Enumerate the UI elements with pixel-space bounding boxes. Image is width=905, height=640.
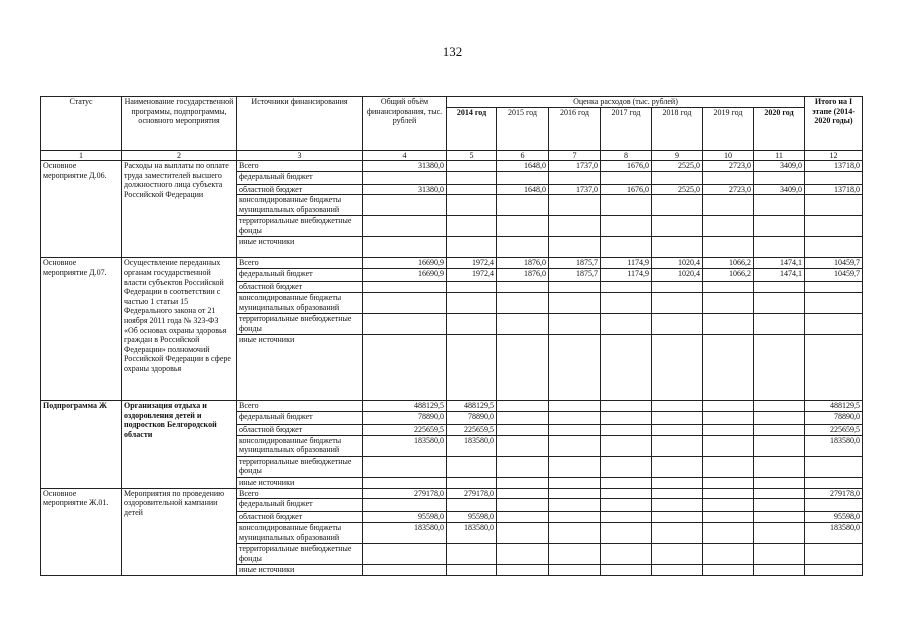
header-year: 2015 год — [497, 107, 549, 150]
year-value-cell — [549, 544, 601, 565]
year-value-cell: 1875,7 — [549, 268, 601, 281]
header-total-stage: Итого на I этапе (2014-2020 годы) — [805, 97, 863, 151]
year-value-cell: 1066,2 — [703, 258, 754, 269]
year-value-cell — [652, 456, 703, 477]
total-volume-cell — [363, 334, 447, 400]
year-value-cell — [497, 424, 549, 435]
year-value-cell — [754, 477, 805, 488]
year-value-cell: 279178,0 — [447, 488, 497, 499]
year-value-cell: 1648,0 — [497, 161, 549, 172]
year-value-cell — [549, 195, 601, 216]
year-value-cell — [652, 523, 703, 544]
year-value-cell — [497, 477, 549, 488]
year-value-cell — [754, 523, 805, 544]
year-value-cell — [549, 424, 601, 435]
header-year: 2018 год — [652, 107, 703, 150]
total-volume-cell: 279178,0 — [363, 488, 447, 499]
year-value-cell: 3409,0 — [754, 184, 805, 195]
total-volume-cell — [363, 216, 447, 237]
year-value-cell — [601, 237, 652, 258]
stage-total-cell: 10459,7 — [805, 268, 863, 281]
year-value-cell — [754, 237, 805, 258]
year-value-cell: 1972,4 — [447, 268, 497, 281]
year-value-cell — [754, 171, 805, 184]
year-value-cell — [754, 334, 805, 400]
total-volume-cell: 16690,9 — [363, 258, 447, 269]
total-volume-cell — [363, 171, 447, 184]
column-number: 2 — [122, 150, 237, 161]
stage-total-cell — [805, 281, 863, 292]
funding-source-label: Всего — [237, 488, 363, 499]
year-value-cell — [652, 411, 703, 424]
funding-source-label: территориальные внебюджетные фонды — [237, 216, 363, 237]
year-value-cell — [549, 477, 601, 488]
year-value-cell — [703, 499, 754, 512]
year-value-cell: 1737,0 — [549, 161, 601, 172]
funding-source-label: консолидированные бюджеты муниципальных образований — [237, 292, 363, 313]
year-value-cell — [447, 544, 497, 565]
year-value-cell — [497, 488, 549, 499]
block-status: Основное мероприятие Д.07. — [41, 258, 122, 401]
year-value-cell — [447, 195, 497, 216]
table-row — [41, 400, 863, 411]
header-year: 2016 год — [549, 107, 601, 150]
year-value-cell — [549, 411, 601, 424]
year-value-cell — [703, 400, 754, 411]
table-body — [41, 97, 863, 576]
year-value-cell — [447, 334, 497, 400]
year-value-cell: 1474,1 — [754, 268, 805, 281]
column-number: 12 — [805, 150, 863, 161]
year-value-cell — [601, 477, 652, 488]
funding-source-label: консолидированные бюджеты муниципальных образований — [237, 435, 363, 456]
year-value-cell — [549, 488, 601, 499]
year-value-cell — [754, 281, 805, 292]
year-value-cell — [652, 488, 703, 499]
year-value-cell — [652, 400, 703, 411]
year-value-cell — [601, 411, 652, 424]
column-number: 10 — [703, 150, 754, 161]
year-value-cell — [549, 237, 601, 258]
funding-source-label: областной бюджет — [237, 281, 363, 292]
year-value-cell — [497, 216, 549, 237]
year-value-cell: 78890,0 — [447, 411, 497, 424]
header-year: 2020 год — [754, 107, 805, 150]
year-value-cell — [497, 435, 549, 456]
funding-source-label: федеральный бюджет — [237, 171, 363, 184]
total-volume-cell: 488129,5 — [363, 400, 447, 411]
year-value-cell — [754, 565, 805, 576]
stage-total-cell — [805, 292, 863, 313]
funding-source-label: консолидированные бюджеты муниципальных образований — [237, 523, 363, 544]
year-value-cell — [497, 334, 549, 400]
funding-source-label: Всего — [237, 161, 363, 172]
total-volume-cell — [363, 292, 447, 313]
year-value-cell — [497, 499, 549, 512]
year-value-cell — [497, 281, 549, 292]
stage-total-cell — [805, 456, 863, 477]
year-value-cell — [754, 499, 805, 512]
stage-total-cell: 78890,0 — [805, 411, 863, 424]
year-value-cell — [549, 456, 601, 477]
year-value-cell — [497, 456, 549, 477]
year-value-cell — [754, 400, 805, 411]
year-value-cell — [652, 195, 703, 216]
year-value-cell: 1648,0 — [497, 184, 549, 195]
year-value-cell — [601, 523, 652, 544]
year-value-cell — [652, 499, 703, 512]
year-value-cell: 2723,0 — [703, 161, 754, 172]
year-value-cell — [447, 281, 497, 292]
year-value-cell — [601, 456, 652, 477]
year-value-cell: 1972,4 — [447, 258, 497, 269]
year-value-cell: 488129,5 — [447, 400, 497, 411]
year-value-cell — [601, 216, 652, 237]
year-value-cell: 1020,4 — [652, 268, 703, 281]
year-value-cell — [447, 313, 497, 334]
year-value-cell — [601, 400, 652, 411]
stage-total-cell — [805, 195, 863, 216]
year-value-cell — [754, 512, 805, 523]
stage-total-cell: 95598,0 — [805, 512, 863, 523]
year-value-cell — [601, 544, 652, 565]
total-volume-cell — [363, 544, 447, 565]
year-value-cell — [754, 544, 805, 565]
block-status: Основное мероприятие Ж.01. — [41, 488, 122, 575]
year-value-cell: 1474,1 — [754, 258, 805, 269]
year-value-cell — [549, 292, 601, 313]
funding-source-label: Всего — [237, 400, 363, 411]
funding-source-label: территориальные внебюджетные фонды — [237, 456, 363, 477]
header-name: Наименование государственной программы, подпрограммы, основного мероприятия — [122, 97, 237, 151]
year-value-cell — [549, 565, 601, 576]
block-name: Мероприятия по проведению оздоровительной кампании детей — [122, 488, 237, 575]
year-value-cell — [447, 237, 497, 258]
year-value-cell: 1876,0 — [497, 258, 549, 269]
year-value-cell — [703, 456, 754, 477]
funding-source-label: областной бюджет — [237, 424, 363, 435]
total-volume-cell — [363, 237, 447, 258]
header-year: 2017 год — [601, 107, 652, 150]
year-value-cell — [652, 292, 703, 313]
year-value-cell: 1020,4 — [652, 258, 703, 269]
year-value-cell — [549, 334, 601, 400]
column-number: 9 — [652, 150, 703, 161]
year-value-cell — [447, 456, 497, 477]
year-value-cell — [703, 411, 754, 424]
column-number: 1 — [41, 150, 122, 161]
page-number: 132 — [442, 44, 463, 59]
year-value-cell — [652, 424, 703, 435]
year-value-cell — [447, 161, 497, 172]
year-value-cell — [754, 292, 805, 313]
stage-total-cell: 488129,5 — [805, 400, 863, 411]
year-value-cell — [497, 523, 549, 544]
year-value-cell — [652, 565, 703, 576]
year-value-cell — [601, 292, 652, 313]
total-volume-cell — [363, 477, 447, 488]
table-row — [41, 258, 863, 269]
year-value-cell: 95598,0 — [447, 512, 497, 523]
header-estimate: Оценка расходов (тыс. рублей) — [447, 97, 805, 108]
column-number-row — [41, 150, 863, 161]
funding-source-label: иные источники — [237, 477, 363, 488]
year-value-cell — [601, 195, 652, 216]
year-value-cell — [754, 195, 805, 216]
header-sources: Источники финансирования — [237, 97, 363, 151]
stage-total-cell — [805, 565, 863, 576]
stage-total-cell: 279178,0 — [805, 488, 863, 499]
funding-source-label: консолидированные бюджеты муниципальных образований — [237, 195, 363, 216]
year-value-cell — [703, 334, 754, 400]
stage-total-cell: 225659,5 — [805, 424, 863, 435]
year-value-cell — [497, 565, 549, 576]
funding-source-label: иные источники — [237, 565, 363, 576]
year-value-cell — [549, 523, 601, 544]
year-value-cell — [447, 292, 497, 313]
table-row — [41, 161, 863, 172]
block-status: Подпрограмма Ж — [41, 400, 122, 488]
stage-total-cell — [805, 216, 863, 237]
year-value-cell: 2525,0 — [652, 161, 703, 172]
year-value-cell: 1174,9 — [601, 268, 652, 281]
year-value-cell — [703, 435, 754, 456]
stage-total-cell — [805, 499, 863, 512]
year-value-cell — [652, 313, 703, 334]
year-value-cell — [549, 400, 601, 411]
year-value-cell: 2723,0 — [703, 184, 754, 195]
year-value-cell — [447, 184, 497, 195]
year-value-cell — [601, 281, 652, 292]
stage-total-cell: 13718,0 — [805, 184, 863, 195]
year-value-cell — [652, 435, 703, 456]
year-value-cell — [703, 171, 754, 184]
year-value-cell — [497, 313, 549, 334]
funding-source-label: территориальные внебюджетные фонды — [237, 544, 363, 565]
year-value-cell — [703, 565, 754, 576]
year-value-cell: 1676,0 — [601, 161, 652, 172]
year-value-cell — [497, 292, 549, 313]
year-value-cell — [703, 523, 754, 544]
year-value-cell — [497, 237, 549, 258]
year-value-cell — [549, 499, 601, 512]
year-value-cell — [447, 171, 497, 184]
column-number: 4 — [363, 150, 447, 161]
column-number: 8 — [601, 150, 652, 161]
stage-total-cell: 183580,0 — [805, 523, 863, 544]
year-value-cell — [754, 313, 805, 334]
funding-source-label: иные источники — [237, 334, 363, 400]
year-value-cell — [601, 512, 652, 523]
year-value-cell: 1876,0 — [497, 268, 549, 281]
column-number: 5 — [447, 150, 497, 161]
year-value-cell — [601, 334, 652, 400]
column-number: 6 — [497, 150, 549, 161]
year-value-cell: 1066,2 — [703, 268, 754, 281]
year-value-cell — [601, 424, 652, 435]
year-value-cell — [703, 488, 754, 499]
total-volume-cell: 31380,0 — [363, 184, 447, 195]
year-value-cell — [549, 512, 601, 523]
total-volume-cell: 16690,9 — [363, 268, 447, 281]
stage-total-cell — [805, 334, 863, 400]
year-value-cell — [703, 477, 754, 488]
year-value-cell — [652, 237, 703, 258]
year-value-cell — [549, 171, 601, 184]
year-value-cell — [497, 400, 549, 411]
year-value-cell — [703, 292, 754, 313]
year-value-cell — [447, 499, 497, 512]
year-value-cell — [652, 171, 703, 184]
year-value-cell: 1174,9 — [601, 258, 652, 269]
header-year: 2014 год — [447, 107, 497, 150]
year-value-cell — [703, 237, 754, 258]
header-status: Статус — [41, 97, 122, 151]
table-row — [41, 488, 863, 499]
year-value-cell — [447, 216, 497, 237]
year-value-cell — [754, 411, 805, 424]
year-value-cell — [754, 456, 805, 477]
year-value-cell — [601, 488, 652, 499]
total-volume-cell: 78890,0 — [363, 411, 447, 424]
block-name: Организация отдыха и оздоровления детей и подростков Белгородской области — [122, 400, 237, 488]
header-total-volume: Общий объём финансирования, тыс. рублей — [363, 97, 447, 151]
column-number: 11 — [754, 150, 805, 161]
total-volume-cell — [363, 565, 447, 576]
year-value-cell — [447, 565, 497, 576]
total-volume-cell — [363, 281, 447, 292]
year-value-cell: 1875,7 — [549, 258, 601, 269]
year-value-cell: 1676,0 — [601, 184, 652, 195]
year-value-cell — [754, 435, 805, 456]
year-value-cell — [652, 281, 703, 292]
stage-total-cell: 13718,0 — [805, 161, 863, 172]
stage-total-cell — [805, 237, 863, 258]
year-value-cell — [497, 544, 549, 565]
year-value-cell: 1737,0 — [549, 184, 601, 195]
year-value-cell — [601, 171, 652, 184]
funding-source-label: Всего — [237, 258, 363, 269]
block-name: Расходы на выплаты по оплате труда заместителей высшего должностного лица субъекта Российской Федерации — [122, 161, 237, 258]
year-value-cell: 2525,0 — [652, 184, 703, 195]
stage-total-cell — [805, 313, 863, 334]
total-volume-cell: 183580,0 — [363, 435, 447, 456]
funding-source-label: федеральный бюджет — [237, 268, 363, 281]
year-value-cell: 3409,0 — [754, 161, 805, 172]
total-volume-cell: 225659,5 — [363, 424, 447, 435]
year-value-cell — [549, 313, 601, 334]
year-value-cell — [601, 313, 652, 334]
funding-source-label: территориальные внебюджетные фонды — [237, 313, 363, 334]
total-volume-cell — [363, 313, 447, 334]
stage-total-cell — [805, 477, 863, 488]
year-value-cell — [703, 216, 754, 237]
total-volume-cell: 183580,0 — [363, 523, 447, 544]
year-value-cell — [497, 171, 549, 184]
financing-table — [40, 96, 863, 576]
year-value-cell — [601, 565, 652, 576]
column-number: 7 — [549, 150, 601, 161]
column-number: 3 — [237, 150, 363, 161]
funding-source-label: областной бюджет — [237, 184, 363, 195]
year-value-cell — [549, 281, 601, 292]
year-value-cell — [754, 216, 805, 237]
year-value-cell — [497, 411, 549, 424]
stage-total-cell: 10459,7 — [805, 258, 863, 269]
year-value-cell — [447, 477, 497, 488]
stage-total-cell — [805, 544, 863, 565]
year-value-cell — [549, 216, 601, 237]
year-value-cell: 183580,0 — [447, 435, 497, 456]
year-value-cell — [754, 424, 805, 435]
block-status: Основное мероприятие Д.06. — [41, 161, 122, 258]
year-value-cell — [703, 281, 754, 292]
stage-total-cell: 183580,0 — [805, 435, 863, 456]
year-value-cell — [652, 334, 703, 400]
funding-source-label: областной бюджет — [237, 512, 363, 523]
funding-source-label: федеральный бюджет — [237, 411, 363, 424]
year-value-cell — [497, 512, 549, 523]
year-value-cell — [754, 488, 805, 499]
year-value-cell: 183580,0 — [447, 523, 497, 544]
year-value-cell — [497, 195, 549, 216]
year-value-cell — [601, 435, 652, 456]
header-year: 2019 год — [703, 107, 754, 150]
block-name: Осуществление переданных органам государственной власти субъектов Российской Федерации в соответствии с частью 1 статьи 15 Федерального закона от 21 ноября 2011 года № 323-ФЗ «Об основах охраны здоровья граждан в Российской Федерации» полномочий Российской Федерации в сфере охраны здоровья — [122, 258, 237, 401]
year-value-cell — [549, 435, 601, 456]
funding-source-label: иные источники — [237, 237, 363, 258]
year-value-cell — [703, 424, 754, 435]
year-value-cell — [703, 195, 754, 216]
year-value-cell — [652, 216, 703, 237]
year-value-cell — [703, 313, 754, 334]
year-value-cell — [703, 512, 754, 523]
stage-total-cell — [805, 171, 863, 184]
total-volume-cell: 31380,0 — [363, 161, 447, 172]
year-value-cell — [652, 477, 703, 488]
year-value-cell — [652, 544, 703, 565]
total-volume-cell — [363, 499, 447, 512]
funding-source-label: федеральный бюджет — [237, 499, 363, 512]
year-value-cell — [601, 499, 652, 512]
year-value-cell: 225659,5 — [447, 424, 497, 435]
total-volume-cell — [363, 456, 447, 477]
total-volume-cell: 95598,0 — [363, 512, 447, 523]
year-value-cell — [652, 512, 703, 523]
total-volume-cell — [363, 195, 447, 216]
year-value-cell — [703, 544, 754, 565]
